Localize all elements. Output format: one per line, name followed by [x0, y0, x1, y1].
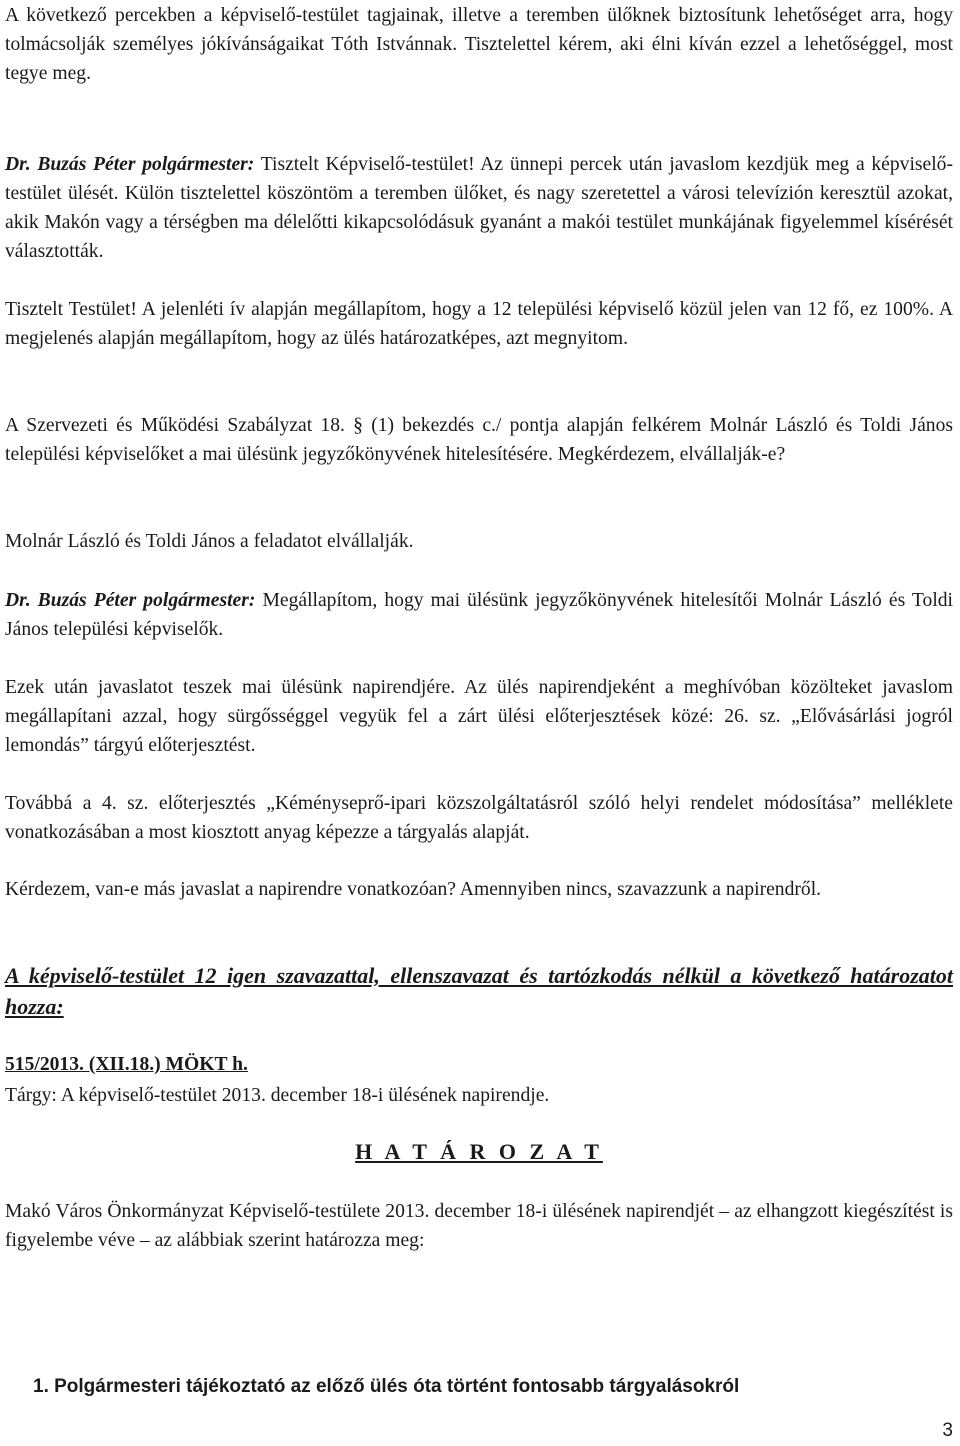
quorum-paragraph: Tisztelt Testület! A jelenléti ív alapján megállapítom, hogy a 12 települési képviselő közül jelen van 12 fő, ez 100%. A megjelenés alapján megállapítom, hogy az ülés határozatképes, azt megnyitom. — [5, 299, 953, 349]
speech-text: Tisztelt Képviselő-testület! Az ünnepi percek után javaslom kezdjük meg a képviselő-testület ülését. Külön tisztelettel köszöntöm a teremben ülőket, és nagy szeretettel a városi televízión keresztül azokat, akik Makón vagy a térségben ma délelőtti kikapcsolódásuk gyanánt a makói testület munkájának figyelemmel kísérését választották. — [5, 154, 954, 262]
resolution-id: 515/2013. (XII.18.) MÖKT h. — [5, 1054, 248, 1075]
mayor-authentication-paragraph — [5, 586, 953, 644]
vote-result-heading: A képviselő-testület 12 igen szavazattal, ellenszavazat és tartózkodás nélkül a következő határozatot hozza: — [5, 963, 953, 1019]
vote-call-paragraph: Kérdezem, van-e más javaslat a napirendre vonatkozóan? Amennyiben nincs, szavazzunk a napirendről. — [5, 879, 822, 900]
mayor-opening-paragraph — [5, 150, 953, 266]
agenda-item-1: 1. Polgármesteri tájékoztató az előző ülés óta történt fontosabb tárgyalásokról — [33, 1376, 740, 1397]
speaker-name: Dr. Buzás Péter polgármester: — [5, 154, 255, 175]
resolution-title: H A T Á R O Z A T — [355, 1139, 603, 1164]
speaker-name: Dr. Buzás Péter polgármester: — [5, 590, 256, 611]
intro-paragraph: A következő percekben a képviselő-testület tagjainak, illetve a teremben ülőknek biztosítunk lehetőséget arra, hogy tolmácsolják személyes jókívánságaikat Tóth Istvánnak. Tisztelettel kérem, aki élni kíván ezzel a lehetőséggel, most tegye meg. — [5, 5, 953, 84]
resolution-subject: Tárgy: A képviselő-testület 2013. december 18-i ülésének napirendje. — [5, 1085, 550, 1106]
acceptance-paragraph: Molnár László és Toldi János a feladatot elvállalják. — [5, 531, 414, 552]
resolution-body: Makó Város Önkormányzat Képviselő-testülete 2013. december 18-i ülésének napirendjét – az elhangzott kiegészítést is figyelembe véve – az alábbiak szerint határozza meg: — [5, 1201, 953, 1251]
amendment-paragraph: Továbbá a 4. sz. előterjesztés „Kéményseprő-ipari közszolgáltatásról szóló helyi rendelet módosítása” melléklete vonatkozásában a most kiosztott anyag képezze a tárgyalás alapját. — [5, 793, 953, 843]
page-number: 3 — [942, 1420, 953, 1441]
authentication-request-paragraph: A Szervezeti és Működési Szabályzat 18. § (1) bekezdés c./ pontja alapján felkérem Molnár László és Toldi János települési képviselőket a mai ülésünk jegyzőkönyvének hitelesítésére. Megkérdezem, elvállalják-e? — [5, 415, 953, 465]
agenda-proposal-paragraph: Ezek után javaslatot teszek mai ülésünk napirendjére. Az ülés napirendjeként a meghívóban közölteket javaslom megállapítani azzal, hogy sürgősséggel vegyük fel a zárt ülési előterjesztések közé: 26. sz. „Elővásárlási jogról lemondás” tárgyú előterjesztést. — [5, 677, 953, 756]
speech-text: Megállapítom, hogy mai ülésünk jegyzőkönyvének hitelesítői Molnár László és Toldi János települési képviselők. — [5, 590, 953, 640]
